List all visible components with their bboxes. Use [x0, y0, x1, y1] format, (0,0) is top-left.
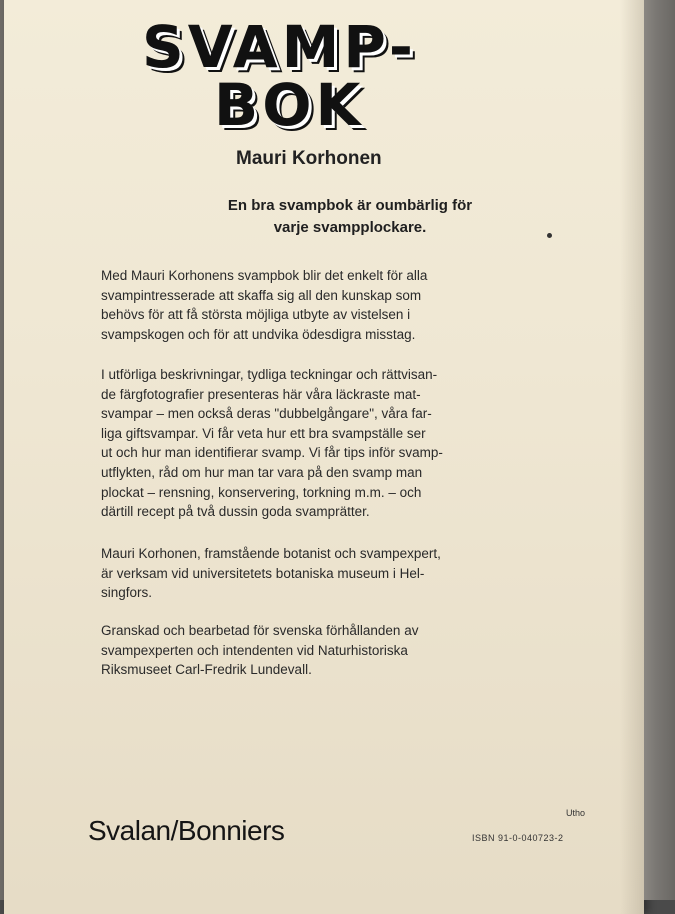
paragraph-line: svampskogen och för att undvika ödesdigra misstag.: [101, 326, 416, 342]
paragraph-line: är verksam vid universitetets botaniska museum i Hel-: [101, 565, 425, 581]
paragraph-author-bio: [101, 544, 583, 603]
paragraph-line: svampar – men också deras "dubbelgångare", våra far-: [101, 406, 432, 422]
tagline-line: En bra svampbok är oumbärlig för: [227, 197, 473, 214]
paragraph-line: Riksmuseet Carl-Fredrik Lundevall.: [101, 662, 312, 678]
paragraph-line: svampintresserade att skaffa sig all den kunskap som: [101, 287, 422, 303]
title-line-2: BOK: [214, 71, 365, 139]
cover-edge-shadow: [620, 0, 644, 914]
paragraph-line: svampexperten och intendenten vid Naturhistoriska: [101, 642, 408, 658]
paragraph-line: behövs för att få största möjliga utbyte av vistelsen i: [101, 307, 411, 323]
paragraph-line: Granskad och bearbetad för svenska förhållanden av: [101, 623, 419, 638]
paragraph-line: Mauri Korhonen, framstående botanist och svampexpert,: [101, 546, 441, 561]
author-name: Mauri Korhonen: [236, 148, 382, 169]
small-label: Utho: [566, 808, 586, 818]
paragraph-line: I utförliga beskrivningar, tydliga teckningar och rättvisan-: [101, 367, 438, 382]
paragraph-line: de färgfotografier presenteras här våra läckraste mat-: [101, 386, 421, 402]
ink-dot: [547, 233, 552, 238]
isbn-number: ISBN 91-0-040723-2: [472, 833, 564, 843]
tagline: [150, 195, 550, 239]
tagline-line: varje svampplockare.: [273, 219, 427, 236]
paragraph-line: plockat – rensning, konservering, torkning m.m. – och: [101, 484, 422, 500]
paragraph-line: därtill recept på två dussin goda svamprätter.: [101, 504, 370, 520]
paragraph-contents: [101, 365, 583, 522]
paragraph-line: Med Mauri Korhonens svampbok blir det enkelt för alla: [101, 268, 428, 283]
surface-strip: [644, 0, 675, 900]
publisher-name: Svalan/Bonniers: [88, 815, 285, 846]
paragraph-line: singfors.: [101, 585, 153, 601]
title-line-1: SVAMP-: [142, 13, 417, 81]
paragraph-line: utflykten, råd om hur man tar vara på den svamp man: [101, 464, 423, 480]
paragraph-line: ut och hur man identifierar svamp. Vi får tips inför svamp-: [101, 445, 443, 461]
paragraph-line: liga giftsvampar. Vi får veta hur ett bra svampställe ser: [101, 425, 426, 441]
paragraph-editor: [101, 621, 583, 680]
paragraph-intro: [101, 266, 583, 344]
